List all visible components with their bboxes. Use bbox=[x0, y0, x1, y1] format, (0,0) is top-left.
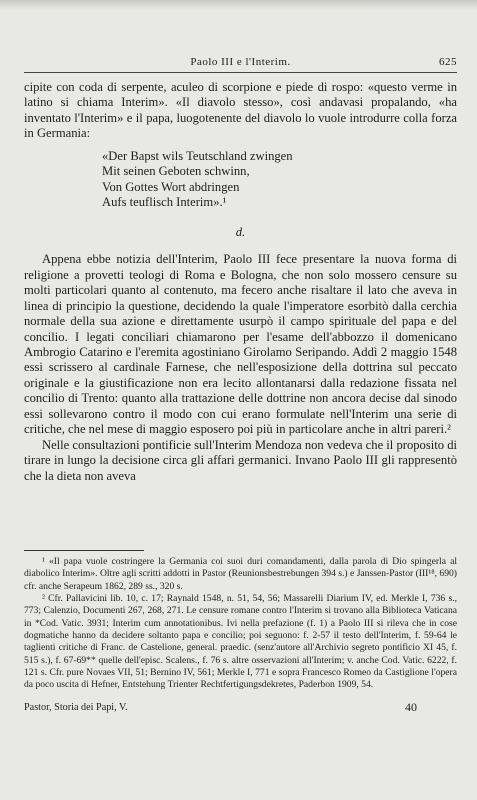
page-number: 625 bbox=[439, 56, 457, 68]
paragraph-2: Appena ebbe notizia dell'Interim, Paolo III fece presentare la nuova forma di religione a provetti teologi di Roma e Bologna, che non solo mossero censure su molti particolari quanto al contenuto, ma fecero anche risaltare il lato che aveva in linea di principio la questione, decidendo la quale l'imperatore esorbitò dalla cerchia normale della sua azione e direttamente usurpò il campo spirituale del papa e del concilio. I legati conciliari chiamarono per l'esame dell'abbozzo il domenicano Ambrogio Catarino e l'eremita agostiniano Girolamo Seripando. Addì 2 maggio 1548 essi scrissero al cardinale Farnese, che nell'esposizione della dottrina sul peccato originale e la giustificazione non era lecito allontanarsi dalla redazione fissata nel concilio di Trento: quanto alla trattazione delle dottrine non ancora decise dal sinodo essi sollevarono contro il modo con cui erano formulate nell'Interim una serie di critiche, che nel mese di maggio esposero poi più in particolare anche in altri pareri.² bbox=[24, 252, 457, 437]
header-rule bbox=[24, 72, 457, 73]
paragraph-3: Nelle consultazioni pontificie sull'Interim Mendoza non vedeva che il proposito di tirare in lungo la decisione circa gli affari germanici. Invano Paolo III gli rappresentò che la dieta non aveva bbox=[24, 437, 457, 483]
verse-line: Mit seinen Geboten schwinn, bbox=[102, 164, 250, 179]
verse-line: «Der Bapst wils Teutschland zwingen bbox=[102, 148, 293, 163]
footnotes bbox=[24, 556, 457, 692]
footnote-1: ¹ «Il papa vuole costringere la Germania coi suoi duri comandamenti, dalla parola di Dio spingerla al diabolico Interim». Oltre agli scritti addotti in Pastor (Reunionsbestrebungen 394 s.) e Janssen-Pastor (III¹⁸, 690) cfr. anche Serapeum 1862, 289 ss., 320 s. bbox=[24, 556, 457, 592]
signature-number: 40 bbox=[405, 700, 417, 714]
section-letter: d. bbox=[235, 224, 246, 239]
main-text bbox=[24, 80, 457, 484]
verse-line: Aufs teuflisch Interim».¹ bbox=[102, 195, 227, 210]
verse-line: Von Gottes Wort abdringen bbox=[102, 179, 240, 194]
paragraph-1: cipite con coda di serpente, aculeo di scorpione e piede di rospo: «questo verme in latino si chiama Interim». «Il diavolo stesso», così andavasi propalando, «ha inventato l'Interim» e il papa, luogotenente del diavolo lo vuole introdurre colla forza in Germania: bbox=[24, 80, 457, 141]
running-header bbox=[24, 56, 457, 72]
verse-quote bbox=[102, 149, 457, 211]
running-title: Paolo III e l'Interim. bbox=[190, 56, 291, 68]
footer-signature: Pastor, Storia dei Papi, V. bbox=[24, 702, 128, 713]
footnote-rule bbox=[24, 550, 144, 551]
scan-shadow bbox=[0, 0, 477, 10]
footnote-2: ² Cfr. Pallavicini lib. 10, c. 17; Raynald 1548, n. 51, 54, 56; Massarelli Diarium IV, ed. Merkle I, 736 s., 773; Calenzio, Documenti 267, 268, 271. Le censure romane contro l'Interim si trovano alla Biblioteca Vaticana in *Cod. Vatic. 3931; Interim cum annotationibus. Ivi nella prefazione (f. 1) a Paolo III si rileva che in cose dogmatiche hanno da decidere soltanto papa e concilio; poi seguono: f. 2-57 il testo dell'Interim, f. 59-64 le taglienti critiche di Franc. de Castelione, general. praedic. (senz'autore all'Archivio segreto pontificio XI 45, f. 515 s.), f. 67-69** quelle dell'episc. Scalens., f. 76 s. altre osservazioni all'Interim; v. anche Cod. Vatic. 6222, f. 121 s. Cfr. pure Novaes VII, 51; Bernino IV, 561; Merkle I, 771 e sopra Francesco Romeo da Castiglione l'opera da poco uscita di Hefner, Entstehung Trienter Rechtfertigungsdekretes, Paderbon 1909, 54. bbox=[24, 593, 457, 691]
